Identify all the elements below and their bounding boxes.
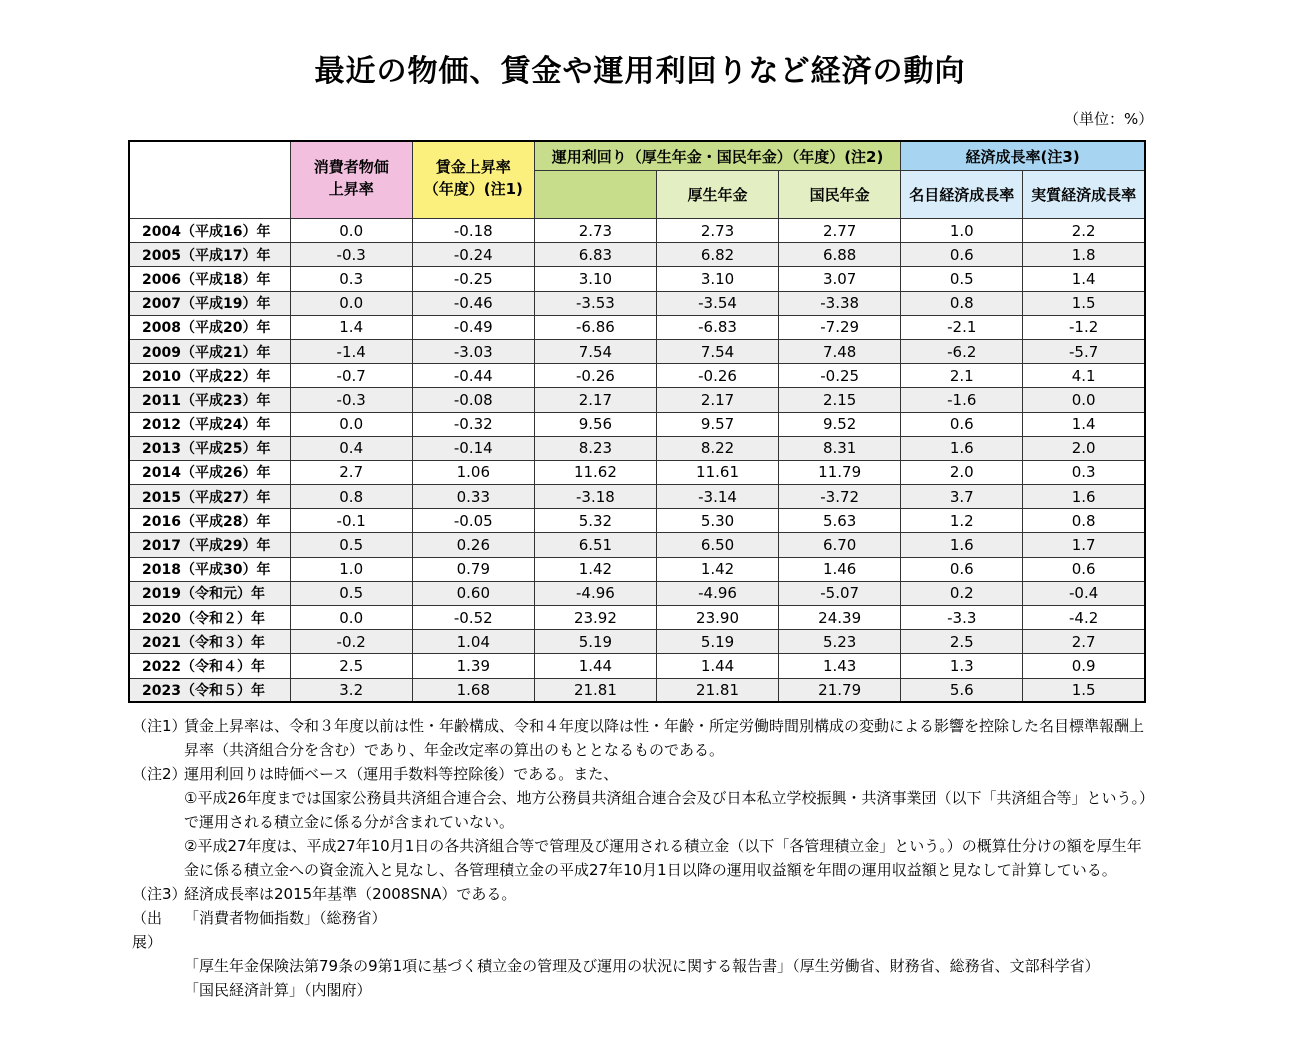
cell-cpi: 0.0 [290, 606, 412, 630]
cell-nominal: 1.6 [901, 533, 1023, 557]
cell-year: 2007（平成19）年 [129, 291, 290, 315]
table-row [129, 678, 1145, 702]
table-row [129, 436, 1145, 460]
cell-wage: -0.32 [412, 412, 534, 436]
cell-wage: -0.14 [412, 436, 534, 460]
cell-kokumin: 3.07 [779, 267, 901, 291]
header-kosei: 厚生年金 [656, 171, 778, 219]
cell-cpi: 1.0 [290, 557, 412, 581]
cell-wage: -0.24 [412, 243, 534, 267]
cell-kokumin: 1.43 [779, 654, 901, 678]
cell-cpi: 0.5 [290, 533, 412, 557]
table-row [129, 412, 1145, 436]
cell-wage: -0.44 [412, 364, 534, 388]
cell-kosei: 3.10 [656, 267, 778, 291]
cell-kokumin: -0.25 [779, 364, 901, 388]
cell-year: 2006（平成18）年 [129, 267, 290, 291]
source [132, 906, 1152, 954]
cell-kosei: 6.50 [656, 533, 778, 557]
table-row [129, 654, 1145, 678]
cell-year: 2023（令和５）年 [129, 678, 290, 702]
cell-cpi: 0.0 [290, 291, 412, 315]
cell-year: 2022（令和４）年 [129, 654, 290, 678]
note-2-label: （注2） [132, 765, 187, 783]
cell-nominal: 3.7 [901, 485, 1023, 509]
cell-nominal: 0.2 [901, 581, 1023, 605]
cell-year: 2014（平成26）年 [129, 460, 290, 484]
cell-nominal: 1.6 [901, 436, 1023, 460]
cell-yield: 23.92 [534, 606, 656, 630]
cell-year: 2010（平成22）年 [129, 364, 290, 388]
cell-wage: -0.46 [412, 291, 534, 315]
cell-real: 2.7 [1023, 630, 1145, 654]
cell-real: 0.3 [1023, 460, 1145, 484]
cell-cpi: 0.0 [290, 219, 412, 243]
table-row [129, 315, 1145, 339]
cell-kosei: 5.30 [656, 509, 778, 533]
page-title: 最近の物価、賃金や運用利回りなど経済の動向 [314, 54, 966, 89]
cell-nominal: 0.6 [901, 557, 1023, 581]
cell-year: 2020（令和２）年 [129, 606, 290, 630]
table-row [129, 291, 1145, 315]
cell-year: 2019（令和元）年 [129, 581, 290, 605]
cell-kosei: 11.61 [656, 460, 778, 484]
cell-yield: 7.54 [534, 339, 656, 363]
header-nominal: 名目経済成長率 [901, 171, 1023, 219]
note-2 [132, 762, 1152, 786]
cell-real: 0.8 [1023, 509, 1145, 533]
cell-wage: 0.33 [412, 485, 534, 509]
cell-kokumin: 8.31 [779, 436, 901, 460]
cell-cpi: -0.3 [290, 243, 412, 267]
cell-nominal: 2.0 [901, 460, 1023, 484]
header-growth-group: 経済成長率(注3) [901, 141, 1145, 171]
cell-kokumin: 1.46 [779, 557, 901, 581]
cell-wage: -0.08 [412, 388, 534, 412]
cell-real: -5.7 [1023, 339, 1145, 363]
cell-nominal: 5.6 [901, 678, 1023, 702]
table-row [129, 460, 1145, 484]
cell-nominal: 1.3 [901, 654, 1023, 678]
table-row [129, 388, 1145, 412]
cell-kosei: -4.96 [656, 581, 778, 605]
cell-real: 0.6 [1023, 557, 1145, 581]
cell-real: 1.6 [1023, 485, 1145, 509]
header-wage: 賃金上昇率 （年度）(注1) [412, 141, 534, 219]
cell-kokumin: -3.38 [779, 291, 901, 315]
cell-real: -0.4 [1023, 581, 1145, 605]
cell-yield: 3.10 [534, 267, 656, 291]
note-3-text: 経済成長率は2015年基準（2008SNA）である。 [184, 885, 517, 903]
cell-kokumin: 7.48 [779, 339, 901, 363]
cell-cpi: 0.5 [290, 581, 412, 605]
cell-nominal: 2.5 [901, 630, 1023, 654]
cell-cpi: 0.3 [290, 267, 412, 291]
cell-nominal: 0.6 [901, 243, 1023, 267]
notes-section [132, 714, 1152, 1002]
table-row [129, 533, 1145, 557]
cell-kosei: 21.81 [656, 678, 778, 702]
cell-cpi: -0.2 [290, 630, 412, 654]
cell-real: 1.5 [1023, 678, 1145, 702]
cell-yield: 2.73 [534, 219, 656, 243]
cell-kosei: 2.17 [656, 388, 778, 412]
cell-nominal: -2.1 [901, 315, 1023, 339]
cell-yield: -3.18 [534, 485, 656, 509]
cell-nominal: -3.3 [901, 606, 1023, 630]
cell-kosei: -6.83 [656, 315, 778, 339]
table-row [129, 243, 1145, 267]
header-cpi: 消費者物価 上昇率 [290, 141, 412, 219]
cell-real: 0.0 [1023, 388, 1145, 412]
cell-yield: 5.19 [534, 630, 656, 654]
cell-kosei: -3.54 [656, 291, 778, 315]
cell-wage: -0.05 [412, 509, 534, 533]
cell-cpi: 2.5 [290, 654, 412, 678]
cell-kosei: 8.22 [656, 436, 778, 460]
cell-kokumin: 6.70 [779, 533, 901, 557]
cell-year: 2016（平成28）年 [129, 509, 290, 533]
cell-yield: 6.83 [534, 243, 656, 267]
cell-kokumin: 24.39 [779, 606, 901, 630]
cell-yield: -4.96 [534, 581, 656, 605]
cell-year: 2012（平成24）年 [129, 412, 290, 436]
cell-kokumin: -7.29 [779, 315, 901, 339]
cell-real: 1.5 [1023, 291, 1145, 315]
cell-real: 1.4 [1023, 412, 1145, 436]
source-1: 「消費者物価指数」（総務省） [184, 909, 387, 927]
cell-kokumin: 11.79 [779, 460, 901, 484]
cell-kosei: 1.42 [656, 557, 778, 581]
unit-label: （単位：%） [1064, 110, 1154, 128]
cell-kokumin: -5.07 [779, 581, 901, 605]
cell-kokumin: 5.63 [779, 509, 901, 533]
source-3: 「国民経済計算」（内閣府） [184, 981, 372, 999]
header-year [129, 141, 290, 219]
note-1-label: （注1） [132, 717, 187, 735]
cell-wage: -0.25 [412, 267, 534, 291]
cell-kosei: 1.44 [656, 654, 778, 678]
table-row [129, 364, 1145, 388]
cell-wage: 0.79 [412, 557, 534, 581]
cell-yield: 11.62 [534, 460, 656, 484]
cell-yield: -3.53 [534, 291, 656, 315]
header-real: 実質経済成長率 [1023, 171, 1145, 219]
cell-nominal: 1.0 [901, 219, 1023, 243]
cell-yield: 1.44 [534, 654, 656, 678]
table-row [129, 267, 1145, 291]
header-kokumin: 国民年金 [779, 171, 901, 219]
cell-cpi: 1.4 [290, 315, 412, 339]
cell-wage: 1.06 [412, 460, 534, 484]
cell-real: -1.2 [1023, 315, 1145, 339]
cell-year: 2009（平成21）年 [129, 339, 290, 363]
cell-kokumin: 2.15 [779, 388, 901, 412]
note-1-text: 賃金上昇率は、令和３年度以前は性・年齢構成、令和４年度以降は性・年齢・所定労働時間別構成の変動による影響を控除した名目標準報酬上昇率（共済組合分を含む）であり、年金改定率の算出のもととなるものである。 [184, 717, 1145, 759]
header-yield-group: 運用利回り（厚生年金・国民年金）（年度）(注2) [534, 141, 900, 171]
cell-year: 2005（平成17）年 [129, 243, 290, 267]
cell-year: 2011（平成23）年 [129, 388, 290, 412]
cell-kokumin: 9.52 [779, 412, 901, 436]
cell-yield: 21.81 [534, 678, 656, 702]
cell-nominal: -1.6 [901, 388, 1023, 412]
cell-wage: 1.39 [412, 654, 534, 678]
cell-nominal: 0.8 [901, 291, 1023, 315]
cell-year: 2018（平成30）年 [129, 557, 290, 581]
cell-cpi: -0.1 [290, 509, 412, 533]
cell-wage: 0.26 [412, 533, 534, 557]
table-row [129, 339, 1145, 363]
cell-wage: 1.04 [412, 630, 534, 654]
cell-wage: -0.49 [412, 315, 534, 339]
cell-nominal: 1.2 [901, 509, 1023, 533]
cell-cpi: 0.8 [290, 485, 412, 509]
cell-year: 2004（平成16）年 [129, 219, 290, 243]
table-row [129, 557, 1145, 581]
cell-yield: -6.86 [534, 315, 656, 339]
cell-cpi: 0.0 [290, 412, 412, 436]
cell-yield: 6.51 [534, 533, 656, 557]
cell-kokumin: 2.77 [779, 219, 901, 243]
cell-kosei: 7.54 [656, 339, 778, 363]
cell-kokumin: 6.88 [779, 243, 901, 267]
note-2-item-2: ②平成27年度は、平成27年10月1日の各共済組合等で管理及び運用される積立金（以下「各管理積立金」という。）の概算仕分けの額を厚生年金に係る積立金への資金流入と見なし、各管理積立金の平成27年10月1日以降の運用収益額を年間の運用収益額と見なして計算している。 [184, 837, 1142, 879]
cell-year: 2008（平成20）年 [129, 315, 290, 339]
note-2-text: 運用利回りは時価ベース（運用手数料等控除後）である。また、 [184, 765, 619, 783]
economic-trends-table [128, 140, 1146, 703]
cell-yield: 9.56 [534, 412, 656, 436]
cell-year: 2021（令和３）年 [129, 630, 290, 654]
table-row [129, 219, 1145, 243]
cell-nominal: 2.1 [901, 364, 1023, 388]
cell-real: 0.9 [1023, 654, 1145, 678]
cell-wage: 1.68 [412, 678, 534, 702]
cell-real: 1.8 [1023, 243, 1145, 267]
cell-cpi: -1.4 [290, 339, 412, 363]
cell-cpi: 0.4 [290, 436, 412, 460]
cell-cpi: 2.7 [290, 460, 412, 484]
cell-cpi: -0.3 [290, 388, 412, 412]
source-label: （出展） [132, 909, 163, 951]
cell-kosei: 2.73 [656, 219, 778, 243]
table-row [129, 581, 1145, 605]
note-1 [132, 714, 1152, 762]
cell-real: 1.4 [1023, 267, 1145, 291]
cell-nominal: 0.5 [901, 267, 1023, 291]
cell-cpi: -0.7 [290, 364, 412, 388]
cell-year: 2017（平成29）年 [129, 533, 290, 557]
cell-real: 1.7 [1023, 533, 1145, 557]
cell-kokumin: 21.79 [779, 678, 901, 702]
cell-real: 2.2 [1023, 219, 1145, 243]
cell-wage: -0.52 [412, 606, 534, 630]
cell-nominal: 0.6 [901, 412, 1023, 436]
cell-kosei: -0.26 [656, 364, 778, 388]
cell-yield: 5.32 [534, 509, 656, 533]
cell-kosei: 9.57 [656, 412, 778, 436]
cell-year: 2013（平成25）年 [129, 436, 290, 460]
source-2: 「厚生年金保険法第79条の9第1項に基づく積立金の管理及び運用の状況に関する報告書」（厚生労働省、財務省、総務省、文部科学省） [184, 957, 1100, 975]
cell-kokumin: -3.72 [779, 485, 901, 509]
table-body [129, 219, 1145, 703]
cell-year: 2015（平成27）年 [129, 485, 290, 509]
cell-wage: -3.03 [412, 339, 534, 363]
cell-wage: 0.60 [412, 581, 534, 605]
note-3 [132, 882, 1152, 906]
header-yield [534, 171, 656, 219]
cell-nominal: -6.2 [901, 339, 1023, 363]
cell-cpi: 3.2 [290, 678, 412, 702]
cell-kokumin: 5.23 [779, 630, 901, 654]
cell-real: 4.1 [1023, 364, 1145, 388]
cell-wage: -0.18 [412, 219, 534, 243]
cell-kosei: 5.19 [656, 630, 778, 654]
cell-real: -4.2 [1023, 606, 1145, 630]
cell-kosei: 23.90 [656, 606, 778, 630]
table-row [129, 630, 1145, 654]
cell-kosei: -3.14 [656, 485, 778, 509]
table-row [129, 485, 1145, 509]
note-3-label: （注3） [132, 885, 187, 903]
cell-yield: 2.17 [534, 388, 656, 412]
cell-kosei: 6.82 [656, 243, 778, 267]
cell-yield: 8.23 [534, 436, 656, 460]
table-row [129, 509, 1145, 533]
cell-yield: 1.42 [534, 557, 656, 581]
cell-real: 2.0 [1023, 436, 1145, 460]
cell-yield: -0.26 [534, 364, 656, 388]
note-2-item-1: ①平成26年度までは国家公務員共済組合連合会、地方公務員共済組合連合会及び日本私立学校振興・共済事業団（以下「共済組合等」という。）で運用される積立金に係る分が含まれていない。 [184, 789, 1147, 831]
table-row [129, 606, 1145, 630]
